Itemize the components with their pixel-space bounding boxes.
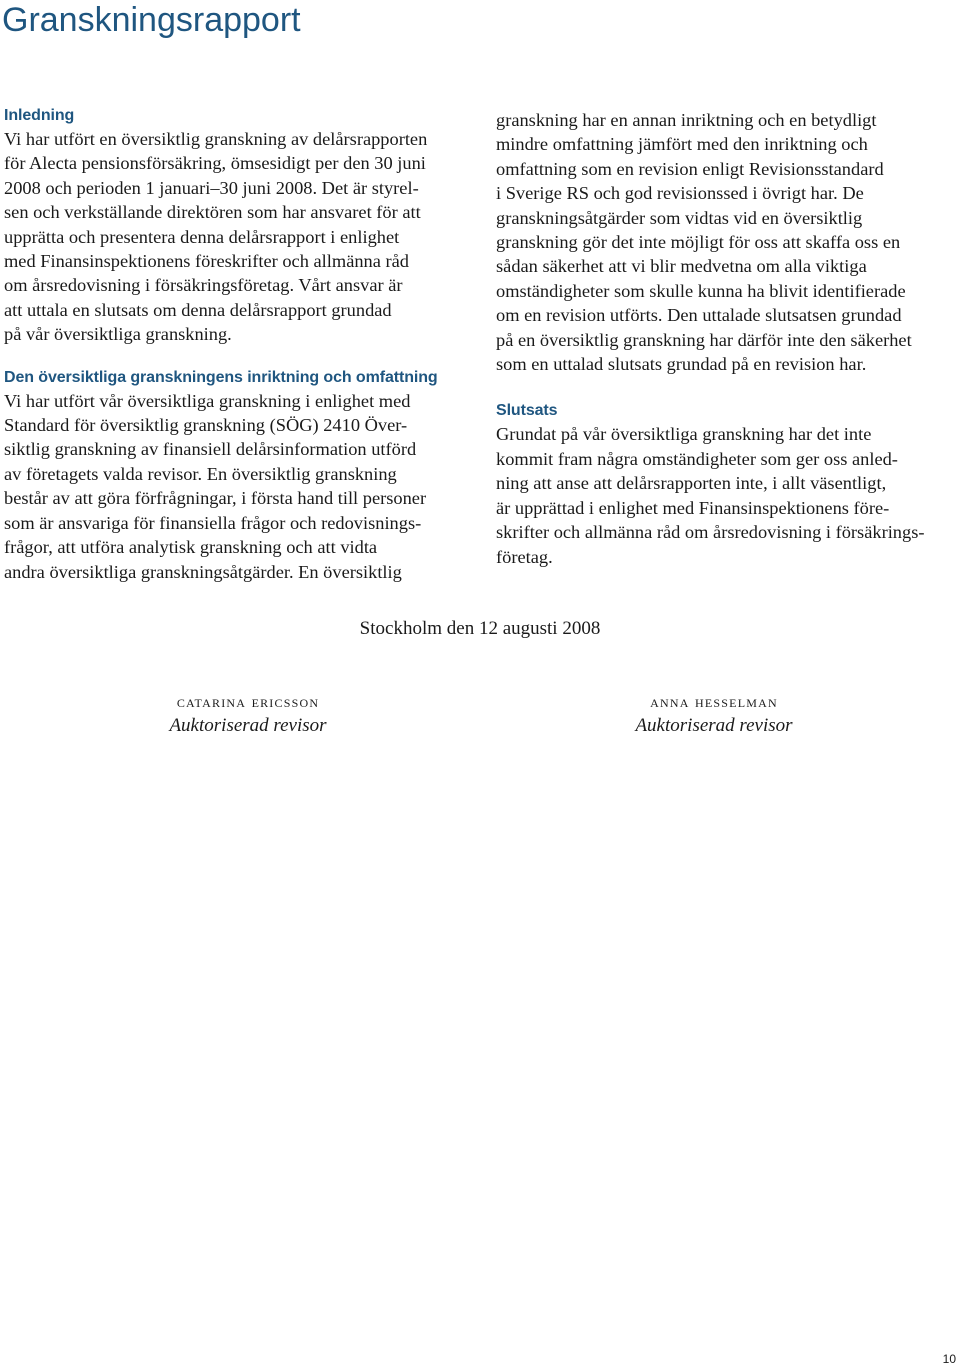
section-spacer	[4, 347, 474, 367]
section-spacer	[496, 376, 960, 400]
left-column	[4, 105, 474, 584]
signer-block	[584, 690, 844, 738]
right-column	[496, 108, 960, 569]
conclusion-heading: Slutsats	[496, 402, 558, 420]
signer-block	[118, 690, 378, 738]
signer-title: Auktoriserad revisor	[169, 715, 327, 736]
signer-title: Auktoriserad revisor	[635, 715, 793, 736]
conclusion-paragraph: Grundat på vår översiktliga granskning har det inte kommit fram några omständigheter som ger oss anled- ning att anse att delårsrapporten inte, i allt väsentligt, är upprättad i enlighet med Finansinspektionens före- skrifter och allmänna råd om årsredovisning i försäkrings- företag.	[496, 424, 925, 567]
page-title: Granskningsrapport	[2, 1, 301, 39]
intro-paragraph: Vi har utfört en översiktlig granskning av delårsrapporten för Alecta pensionsförsäkring, ömsesidigt per den 30 juni 2008 och perioden 1 januari–30 juni 2008. Det är styrel- sen och verkställande direktören som har ansvaret för att upprätta och presentera denna delårsrapport i enlighet med Finansinspektionens föreskrifter och allmänna råd om årsredovisning i försäkringsföretag. Vårt ansvar är att uttala en slutsats om denna delårsrapport grundad på vår översiktliga granskning.	[4, 129, 428, 345]
place-and-date: Stockholm den 12 augusti 2008	[359, 618, 601, 639]
page-number: 10	[942, 1352, 956, 1366]
scope-paragraph-continuation: granskning har en annan inriktning och en betydligt mindre omfattning jämfört med den inriktning och omfattning som en revision enligt Revisionsstandard i Sverige RS och god revisionssed i övrigt har. De granskningsåtgärder som vidtas vid en översiktlig granskning gör det inte möjligt för oss att skaffa oss en sådan säkerhet att vi blir medvetna om alla viktiga omständigheter som skulle kunna ha blivit identifierade om en revision utförts. Den uttalade slutsatsen grundad på en översiktlig granskning har därför inte den säkerhet som en uttalad slutsats grundad på en revision har.	[496, 110, 912, 375]
scope-heading: Den översiktliga granskningens inriktning och omfattning	[4, 368, 438, 386]
signer-name: anna hesselman	[650, 692, 778, 711]
signer-name: catarina ericsson	[176, 692, 320, 711]
scope-paragraph: Vi har utfört vår översiktliga granskning i enlighet med Standard för översiktlig granskning (SÖG) 2410 Över- siktlig granskning av finansiell delårsinformation utförd av företagets valda revisor. En översiktlig granskning består av att göra förfrågningar, i första hand till personer som är ansvariga för finansiella frågor och redovisnings- frågor, att utföra analytisk granskning och att vidta andra översiktliga granskningsåtgärder. En översiktlig	[4, 390, 427, 582]
intro-heading: Inledning	[4, 107, 75, 124]
